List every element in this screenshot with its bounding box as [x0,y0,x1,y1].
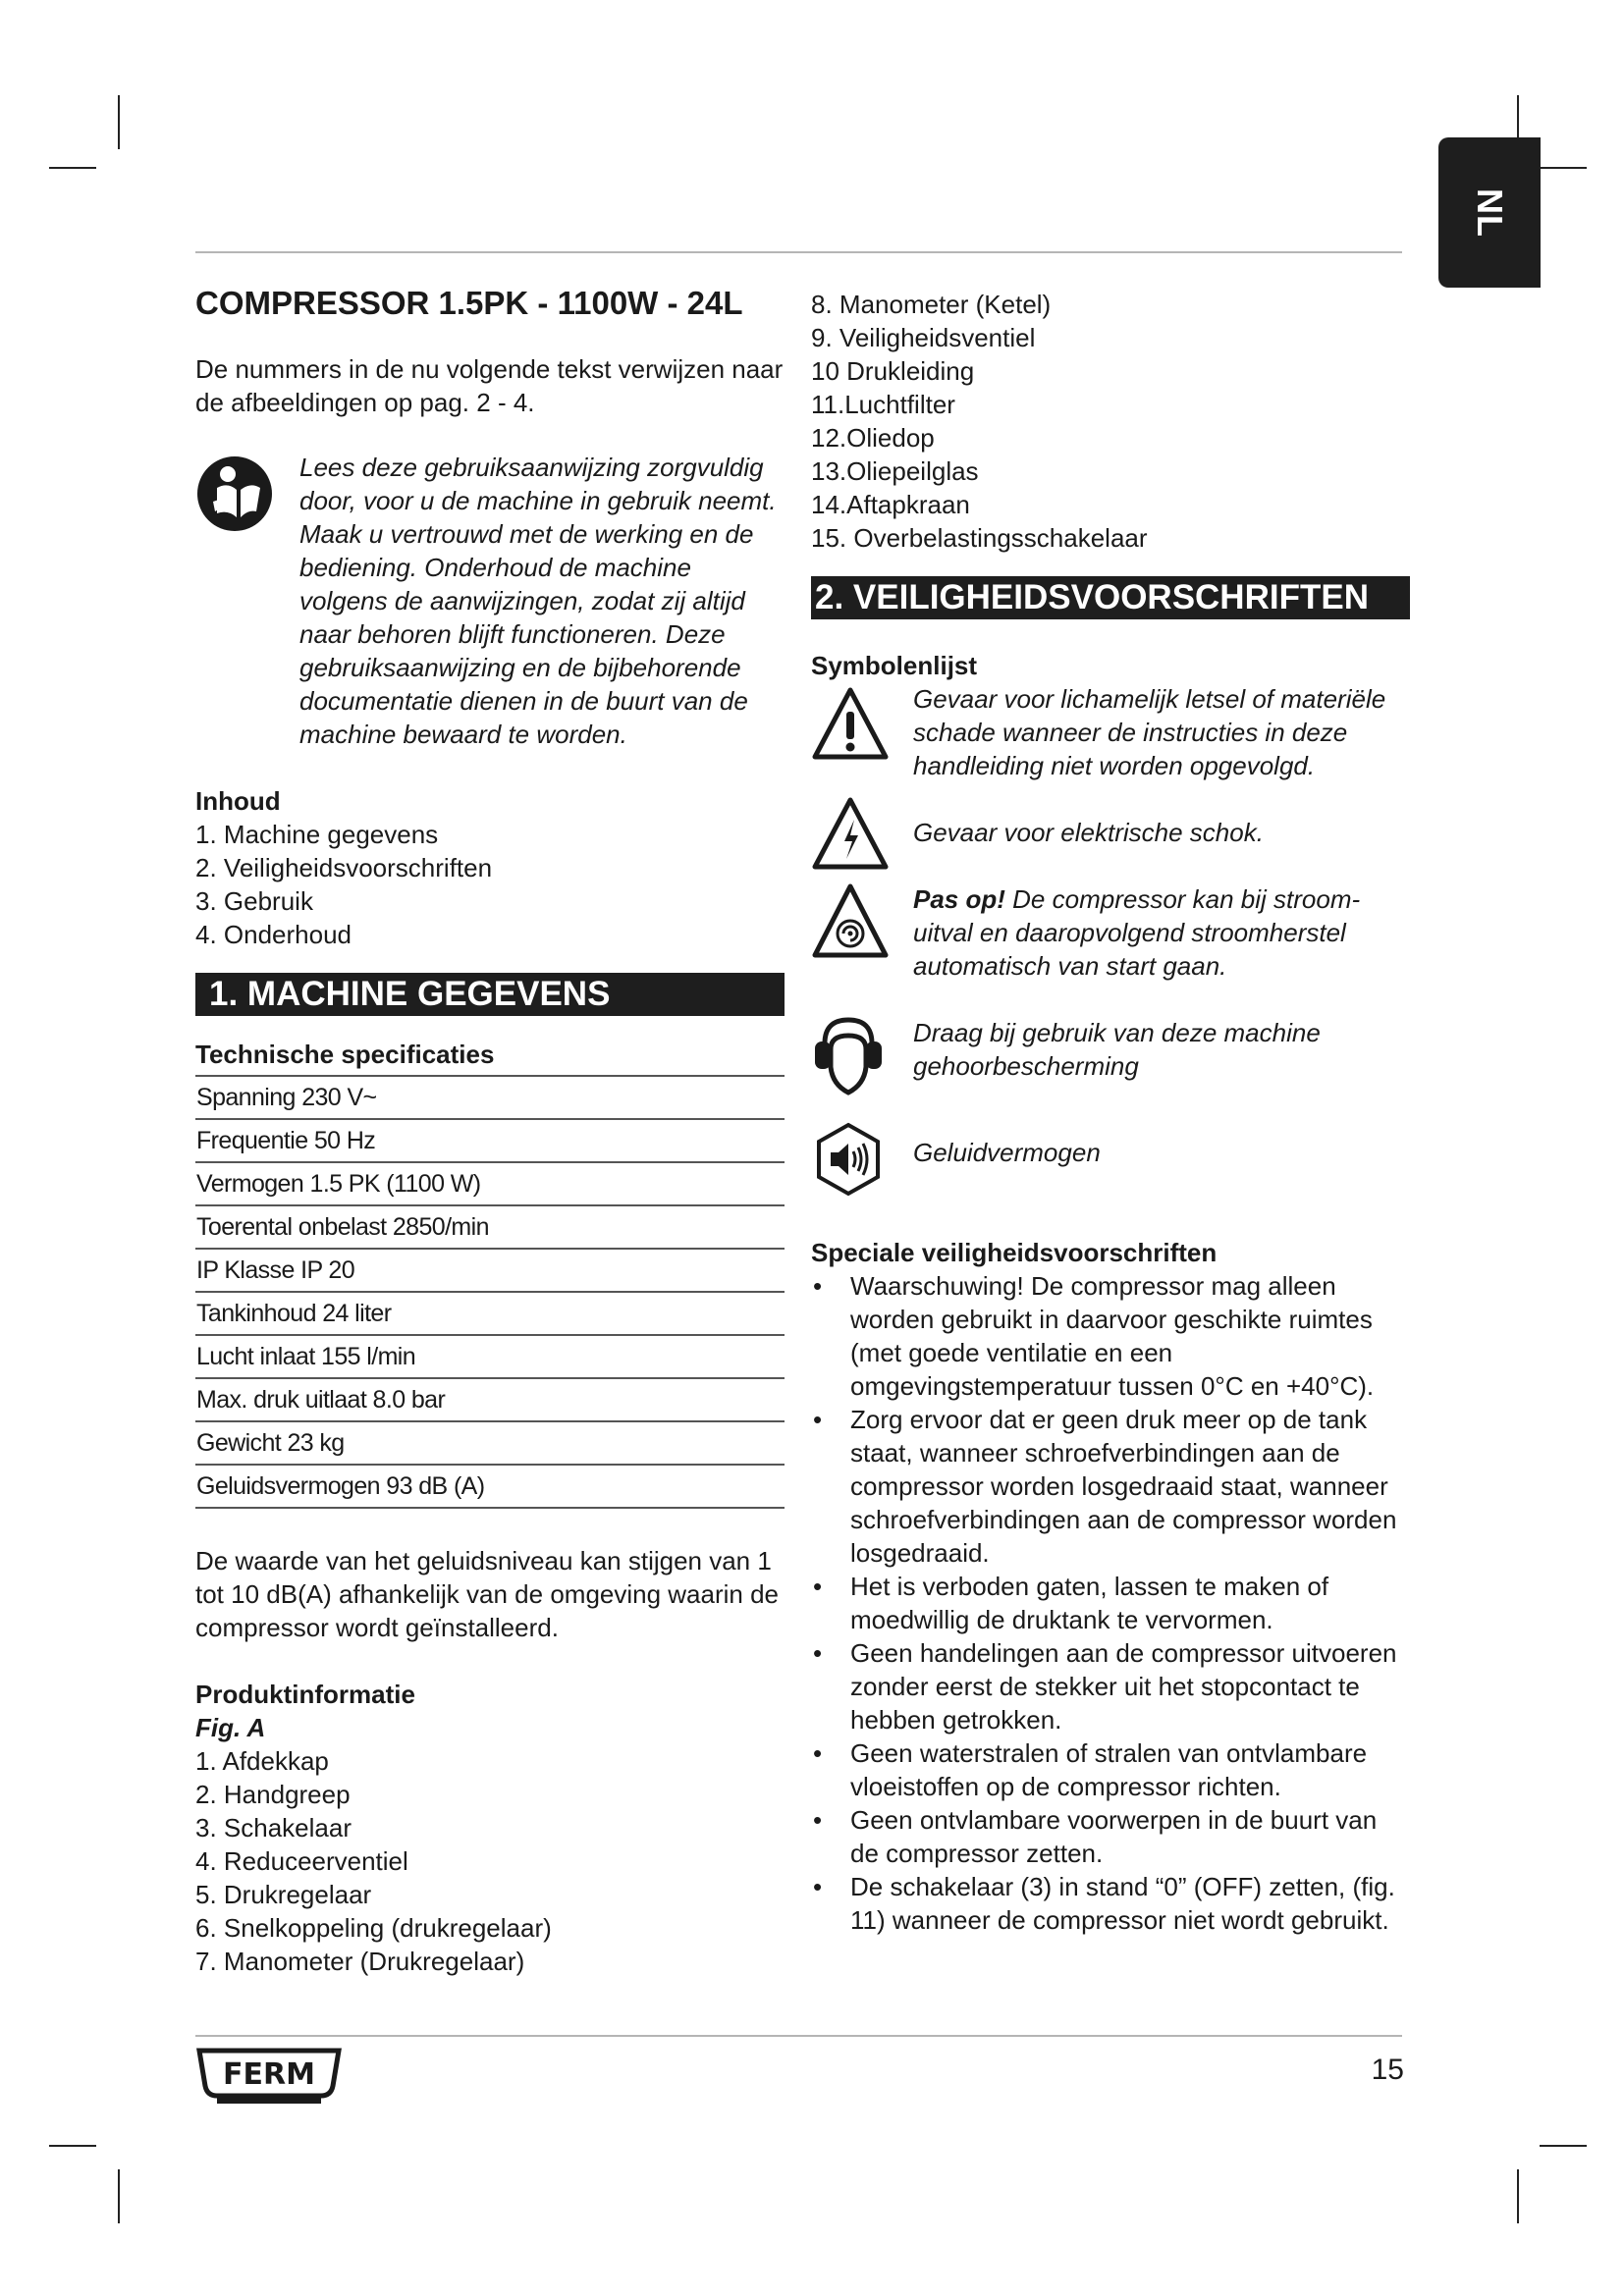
table-cell: Spanning 230 V~ [195,1076,785,1119]
table-row [195,1249,785,1292]
list-item: 2. Veiligheidsvoorschriften [195,853,493,882]
parts-list [195,1744,785,1978]
list-item: 10 Drukleiding [811,356,975,386]
list-item: 9. Veiligheidsventiel [811,323,1036,352]
table-row [195,1119,785,1162]
symbol-row [811,1136,1410,1169]
table-cell: Tankinhoud 24 liter [195,1292,785,1335]
symbol-text: Geluidvermogen [913,1138,1101,1167]
list-item: • Geen ontvlambare voorwerpen in de buurt van de compressor zetten. [811,1803,1410,1870]
table-row [195,1421,785,1465]
crop-mark [1540,2145,1587,2147]
header-rule [195,251,1402,253]
symbol-row [811,882,1410,983]
language-tab [1438,137,1541,288]
language-tab-label: NL [1470,187,1510,238]
crop-mark [118,2169,120,2223]
list-item: 1. Machine gegevens [195,820,439,849]
table-cell: Frequentie 50 Hz [195,1119,785,1162]
list-item: 4. Onderhoud [195,920,352,949]
symbol-text: Gevaar voor elektrische schok. [913,818,1264,847]
list-item: 14.Aftapkraan [811,490,970,519]
table-row [195,1162,785,1205]
footer-rule [195,2035,1402,2037]
specs-table [195,1075,785,1509]
list-item: 3. Schakelaar [195,1813,352,1842]
symbol-text: Draag bij gebruik van deze machine gehoorbescherming [913,1018,1321,1081]
table-row [195,1378,785,1421]
specs-heading: Technische specificaties [195,1040,495,1069]
special-safety-list [811,1269,1410,1937]
symbol-text [913,882,1410,983]
list-item: 5. Drukregelaar [195,1880,372,1909]
warning-triangle-icon [811,686,890,761]
list-item: 13.Oliepeilglas [811,456,979,486]
right-column [811,280,1410,1937]
list-item: 12.Oliedop [811,423,935,453]
list-item: • De schakelaar (3) in stand “0” (OFF) zetten, (fig. 11) wanneer de compressor niet wordt gebruikt. [811,1870,1410,1937]
list-item: 15. Overbelastingsschakelaar [811,523,1148,553]
list-item: 7. Manometer (Drukregelaar) [195,1947,525,1976]
list-item: • Geen waterstralen of stralen van ontvlambare vloeistoffen op de compressor richten. [811,1736,1410,1803]
product-heading: Produktinformatie [195,1680,415,1709]
table-row [195,1335,785,1378]
symbol-row [811,1016,1410,1083]
contents-list [195,818,785,951]
list-item: 11.Luchtfilter [811,390,955,419]
electric-shock-icon [811,796,890,871]
symbol-row [811,682,1410,782]
noise-note: De waarde van het geluidsniveau kan stijgen van 1 tot 10 dB(A) afhankelijk van de omgeving waarin de compressor wordt geïnstalleerd. [195,1546,780,1642]
list-item: • Geen handelingen aan de compressor uitvoeren zonder eerst de stekker uit het stopcontact te hebben getrokken. [811,1636,1410,1736]
auto-start-icon [811,882,890,961]
crop-mark [1517,2169,1519,2223]
read-manual-text: Lees deze gebruiksaanwijzing zorgvuldig door, voor u de machine in gebruik neemt. Maak u vertrouwd met de werking en de bediening. Onderhoud de machine volgens de aanwijzingen, zodat zij altijd naar behoren blijft functioneren. Deze gebruiksaanwijzing en de bijbehorende documentatie dienen in de buurt van de machine bewaard te worden. [299,453,777,749]
table-row [195,1465,785,1508]
read-manual-warning [195,451,785,751]
special-safety-heading: Speciale veiligheidsvoorschriften [811,1238,1218,1267]
ferm-logo [195,2047,343,2106]
table-cell: Lucht inlaat 155 l/min [195,1335,785,1378]
table-cell: Toerental onbelast 2850/min [195,1205,785,1249]
contents-heading: Inhoud [195,786,281,816]
page-number: 15 [1371,2054,1404,2086]
intro-text: De nummers in de nu volgende tekst verwijzen naar de afbeeldingen op pag. 2 - 4. [195,354,784,417]
list-item: • Het is verboden gaten, lassen te maken of moedwillig de druktank te vervormen. [811,1570,1410,1636]
crop-mark [118,95,120,149]
list-item: 1. Afdekkap [195,1746,329,1776]
crop-mark [49,2145,96,2147]
table-cell: Gewicht 23 kg [195,1421,785,1465]
list-item: 4. Reduceerventiel [195,1846,408,1876]
figure-label: Fig. A [195,1713,266,1742]
list-item: • Zorg ervoor dat er geen druk meer op de tank staat, wanneer schroefverbindingen aan de compressor worden losgedraaid staat, wanneer schroefverbindingen aan de compressor worden losgedraaid. [811,1403,1410,1570]
table-row [195,1076,785,1119]
table-cell: IP Klasse IP 20 [195,1249,785,1292]
table-cell: Vermogen 1.5 PK (1100 W) [195,1162,785,1205]
list-item: 8. Manometer (Ketel) [811,290,1052,319]
symbol-bold-text: Pas op! [913,884,1005,914]
parts-list-continued [811,288,1410,555]
left-column [195,280,785,1978]
sound-power-icon [811,1122,886,1197]
symbol-text-rest: De compressor kan bij stroom-uitval en daaropvolgend stroomherstel automatisch van start gaan. [913,884,1361,981]
table-row [195,1205,785,1249]
read-manual-icon [195,454,274,533]
page-title: COMPRESSOR 1.5PK - 1100W - 24L [195,285,743,321]
table-row [195,1292,785,1335]
logo-text: FERM [223,2057,315,2092]
crop-mark [49,167,96,169]
symbols-heading: Symbolenlijst [811,651,978,680]
table-cell: Geluidsvermogen 93 dB (A) [195,1465,785,1508]
crop-mark [1540,167,1587,169]
table-cell: Max. druk uitlaat 8.0 bar [195,1378,785,1421]
section-heading-safety: 2. VEILIGHEIDSVOORSCHRIFTEN [811,576,1410,619]
symbol-text: Gevaar voor lichamelijk letsel of materiële schade wanneer de instructies in deze handleiding niet worden opgevolgd. [913,684,1386,780]
ear-protection-icon [811,1014,886,1096]
symbol-row [811,816,1410,849]
list-item: 3. Gebruik [195,886,313,916]
list-item: 2. Handgreep [195,1780,351,1809]
section-heading-machine: 1. MACHINE GEGEVENS [195,973,785,1016]
list-item: • Waarschuwing! De compressor mag alleen worden gebruikt in daarvoor geschikte ruimtes (met goede ventilatie en een omgevingstemperatuur tussen 0°C en +40°C). [811,1269,1410,1403]
list-item: 6. Snelkoppeling (drukregelaar) [195,1913,552,1943]
